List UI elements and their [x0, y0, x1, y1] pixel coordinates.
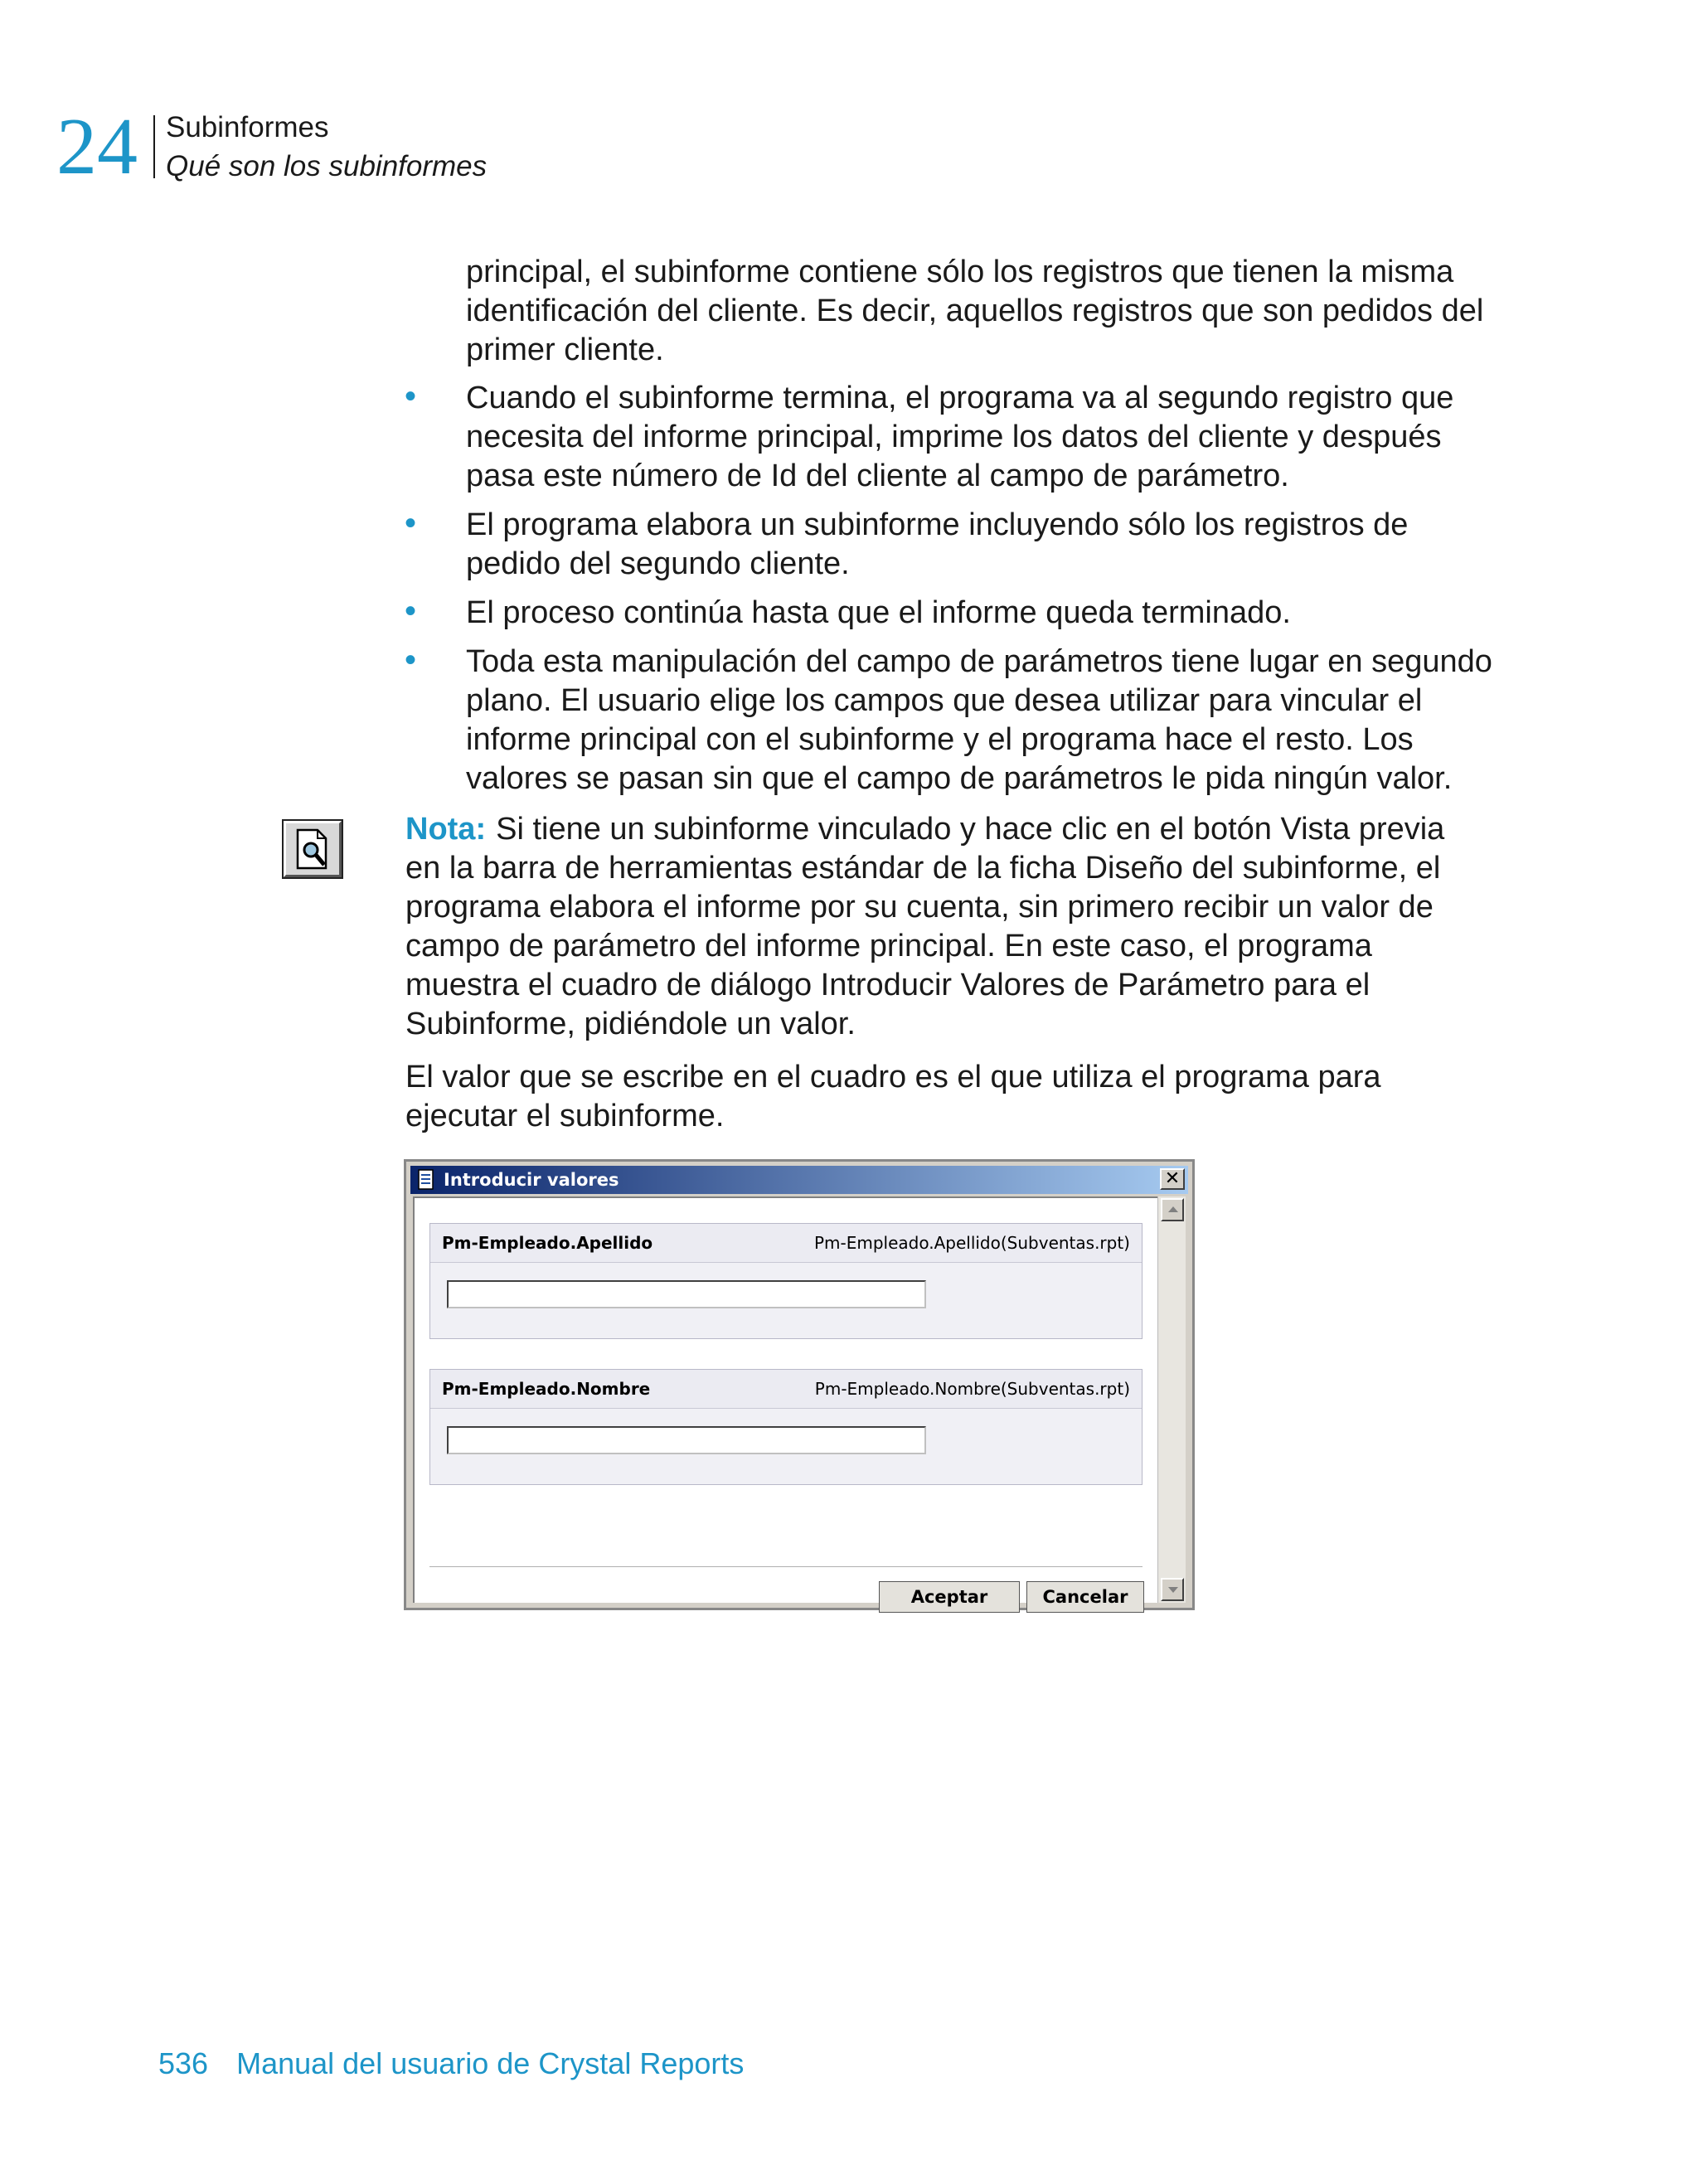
dialog-title: Introducir valores: [444, 1170, 619, 1190]
introducir-valores-dialog: [404, 1159, 1195, 1610]
bullet-text: Cuando el subinforme termina, el programa va al segundo registro que necesita del informe principal, imprime los datos del cliente y después pasa este número de Id del cliente al campo de parámetro.: [466, 381, 1454, 493]
parameter-group: [429, 1369, 1143, 1485]
bullet-icon: •: [405, 642, 417, 678]
close-button[interactable]: ✕: [1160, 1168, 1185, 1190]
note-paragraph: [405, 810, 1483, 1044]
list-item: [405, 593, 1502, 633]
bullet-icon: •: [405, 378, 417, 415]
page-footer: [158, 2046, 744, 2081]
header-divider: [153, 115, 155, 178]
arrow-down-icon: [1168, 1587, 1178, 1593]
scroll-up-button[interactable]: [1161, 1198, 1184, 1221]
bullet-icon: •: [405, 593, 417, 629]
note-text: Si tiene un subinforme vinculado y hace clic en el botón Vista previa en la barra de herramientas estándar de la ficha Diseño del subinforme, el programa elabora el informe por su cuenta, sin primero recibir un valor de campo de parámetro del informe principal. En este caso, el programa muestra el cuadro de diálogo Introducir Valores de Parámetro para el Subinforme, pidiéndole un valor.: [405, 812, 1445, 1041]
continuation-paragraph: principal, el subinforme contiene sólo los registros que tienen la misma identificación del cliente. Es decir, aquellos registros que son pedidos del primer cliente.: [466, 255, 1484, 367]
cancelar-button[interactable]: Cancelar: [1026, 1581, 1144, 1613]
document-icon: [417, 1169, 435, 1194]
bullet-text: El proceso continúa hasta que el informe queda terminado.: [466, 595, 1291, 630]
apellido-input[interactable]: [447, 1280, 926, 1308]
vertical-scrollbar[interactable]: [1157, 1196, 1186, 1603]
body-paragraph: El valor que se escribe en el cuadro es el que utiliza el programa para ejecutar el subinforme.: [405, 1060, 1381, 1133]
page-number: 536: [158, 2046, 209, 2080]
list-item: [405, 378, 1502, 496]
bullet-icon: •: [405, 505, 417, 541]
book-title: Manual del usuario de Crystal Reports: [236, 2046, 745, 2080]
parameter-path: Pm-Empleado.Nombre(Subventas.rpt): [814, 1379, 1130, 1399]
parameter-header: [430, 1224, 1142, 1263]
print-preview-icon: [284, 821, 342, 877]
list-item: [405, 642, 1502, 798]
note-label: Nota:: [405, 812, 487, 847]
bullet-text: Toda esta manipulación del campo de parámetros tiene lugar en segundo plano. El usuario elige los campos que desea utilizar para vincular el informe principal con el subinforme y el programa hace el resto. Los valores se pasan sin que el campo de parámetros le pida ningún valor.: [466, 644, 1492, 796]
list-item: [405, 505, 1502, 584]
parameter-header: [430, 1370, 1142, 1409]
aceptar-button[interactable]: Aceptar: [879, 1581, 1020, 1613]
dialog-titlebar[interactable]: [410, 1166, 1188, 1194]
scroll-down-button[interactable]: [1161, 1578, 1184, 1601]
section-title: Qué son los subinformes: [166, 150, 488, 182]
chapter-number: 24: [56, 102, 138, 192]
nombre-input[interactable]: [447, 1426, 926, 1454]
parameter-group: [429, 1223, 1143, 1339]
bullet-text: El programa elabora un subinforme incluyendo sólo los registros de pedido del segundo cliente.: [466, 507, 1409, 581]
arrow-up-icon: [1168, 1206, 1178, 1212]
chapter-title: Subinformes: [166, 111, 329, 143]
parameter-path: Pm-Empleado.Apellido(Subventas.rpt): [813, 1233, 1130, 1253]
dialog-content: [413, 1196, 1157, 1607]
bullet-list: [405, 378, 1502, 808]
parameter-name: Pm-Empleado.Nombre: [442, 1379, 651, 1399]
parameter-name: Pm-Empleado.Apellido: [442, 1233, 653, 1253]
divider: [429, 1566, 1143, 1567]
